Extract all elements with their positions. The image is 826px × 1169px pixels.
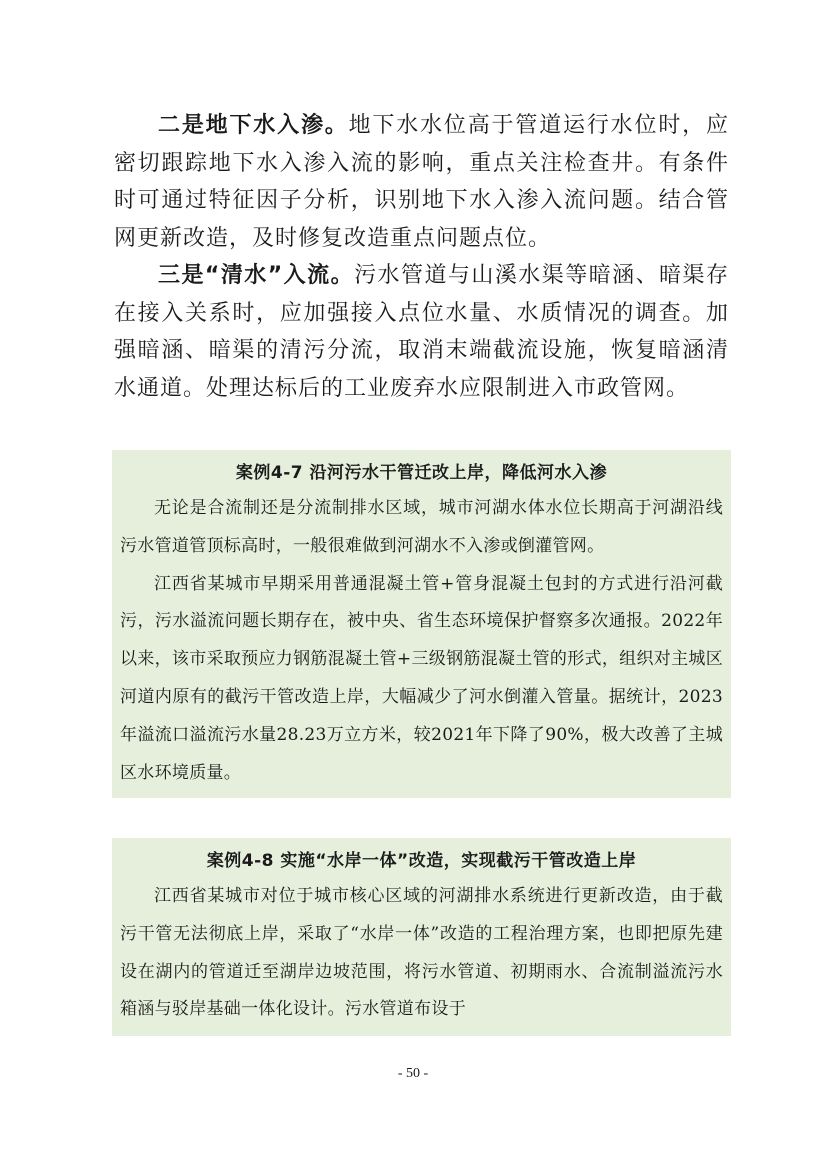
case-paragraph: 江西省某城市早期采用普通混凝土管+管身混凝土包封的方式进行沿河截污，污水溢流问题长期存在，被中央、省生态环境保护督察多次通报。2022年以来，该市采取预应力钢筋混凝土管+三级钢筋混凝土管的形式，组织对主城区河道内原有的截污干管改造上岸，大幅减少了河水倒灌入管量。据统计，2023年溢流口溢流污水量28.23万立方米，较2021年下降了90%，极大改善了主城区水环境质量。 [120,573,723,783]
case-title: 案例4-7 沿河污水干管迁改上岸，降低河水入渗 [235,463,608,483]
case-title: 案例4-8 实施“水岸一体”改造，实现截污干管改造上岸 [206,851,637,871]
case-paragraph: 江西省某城市对位于城市核心区域的河湖排水系统进行更新改造，由于截污干管无法彻底上岸，采取了“水岸一体”改造的工程治理方案，也即把原先建设在湖内的管道迁至湖岸边坡范围，将污水管道、初期雨水、合流制溢流污水箱涵与驳岸基础一体化设计。污水管道布设于 [120,886,723,1020]
case-paragraph: 无论是合流制还是分流制排水区域，城市河湖水体水位长期高于河湖沿线污水管道管顶标高时，一般很难做到河湖水不入渗或倒灌管网。 [120,498,723,556]
paragraph-lead: 二是地下水入渗。 [158,113,349,138]
paragraph-groundwater-infiltration [114,107,729,257]
case-box-4-7 [112,450,731,798]
main-body-text [114,107,729,407]
paragraph-clear-water-inflow [114,257,729,407]
paragraph-text: 地下水水位高于管道运行水位时，应密切跟踪地下水入渗入流的影响，重点关注检查井。有条件时可通过特征因子分析，识别地下水入渗入流问题。结合管网更新改造，及时修复改造重点问题点位。 [114,113,729,251]
paragraph-text: 污水管道与山溪水渠等暗涵、暗渠存在接入关系时，应加强接入点位水量、水质情况的调查。加强暗涵、暗渠的清污分流，取消末端截流设施，恢复暗涵清水通道。处理达标后的工业废弃水应限制进入市政管网。 [114,263,729,401]
case-box-4-8 [112,838,731,1036]
page-number: - 50 - [397,1066,429,1081]
paragraph-lead: 三是“清水”入流。 [158,263,355,288]
